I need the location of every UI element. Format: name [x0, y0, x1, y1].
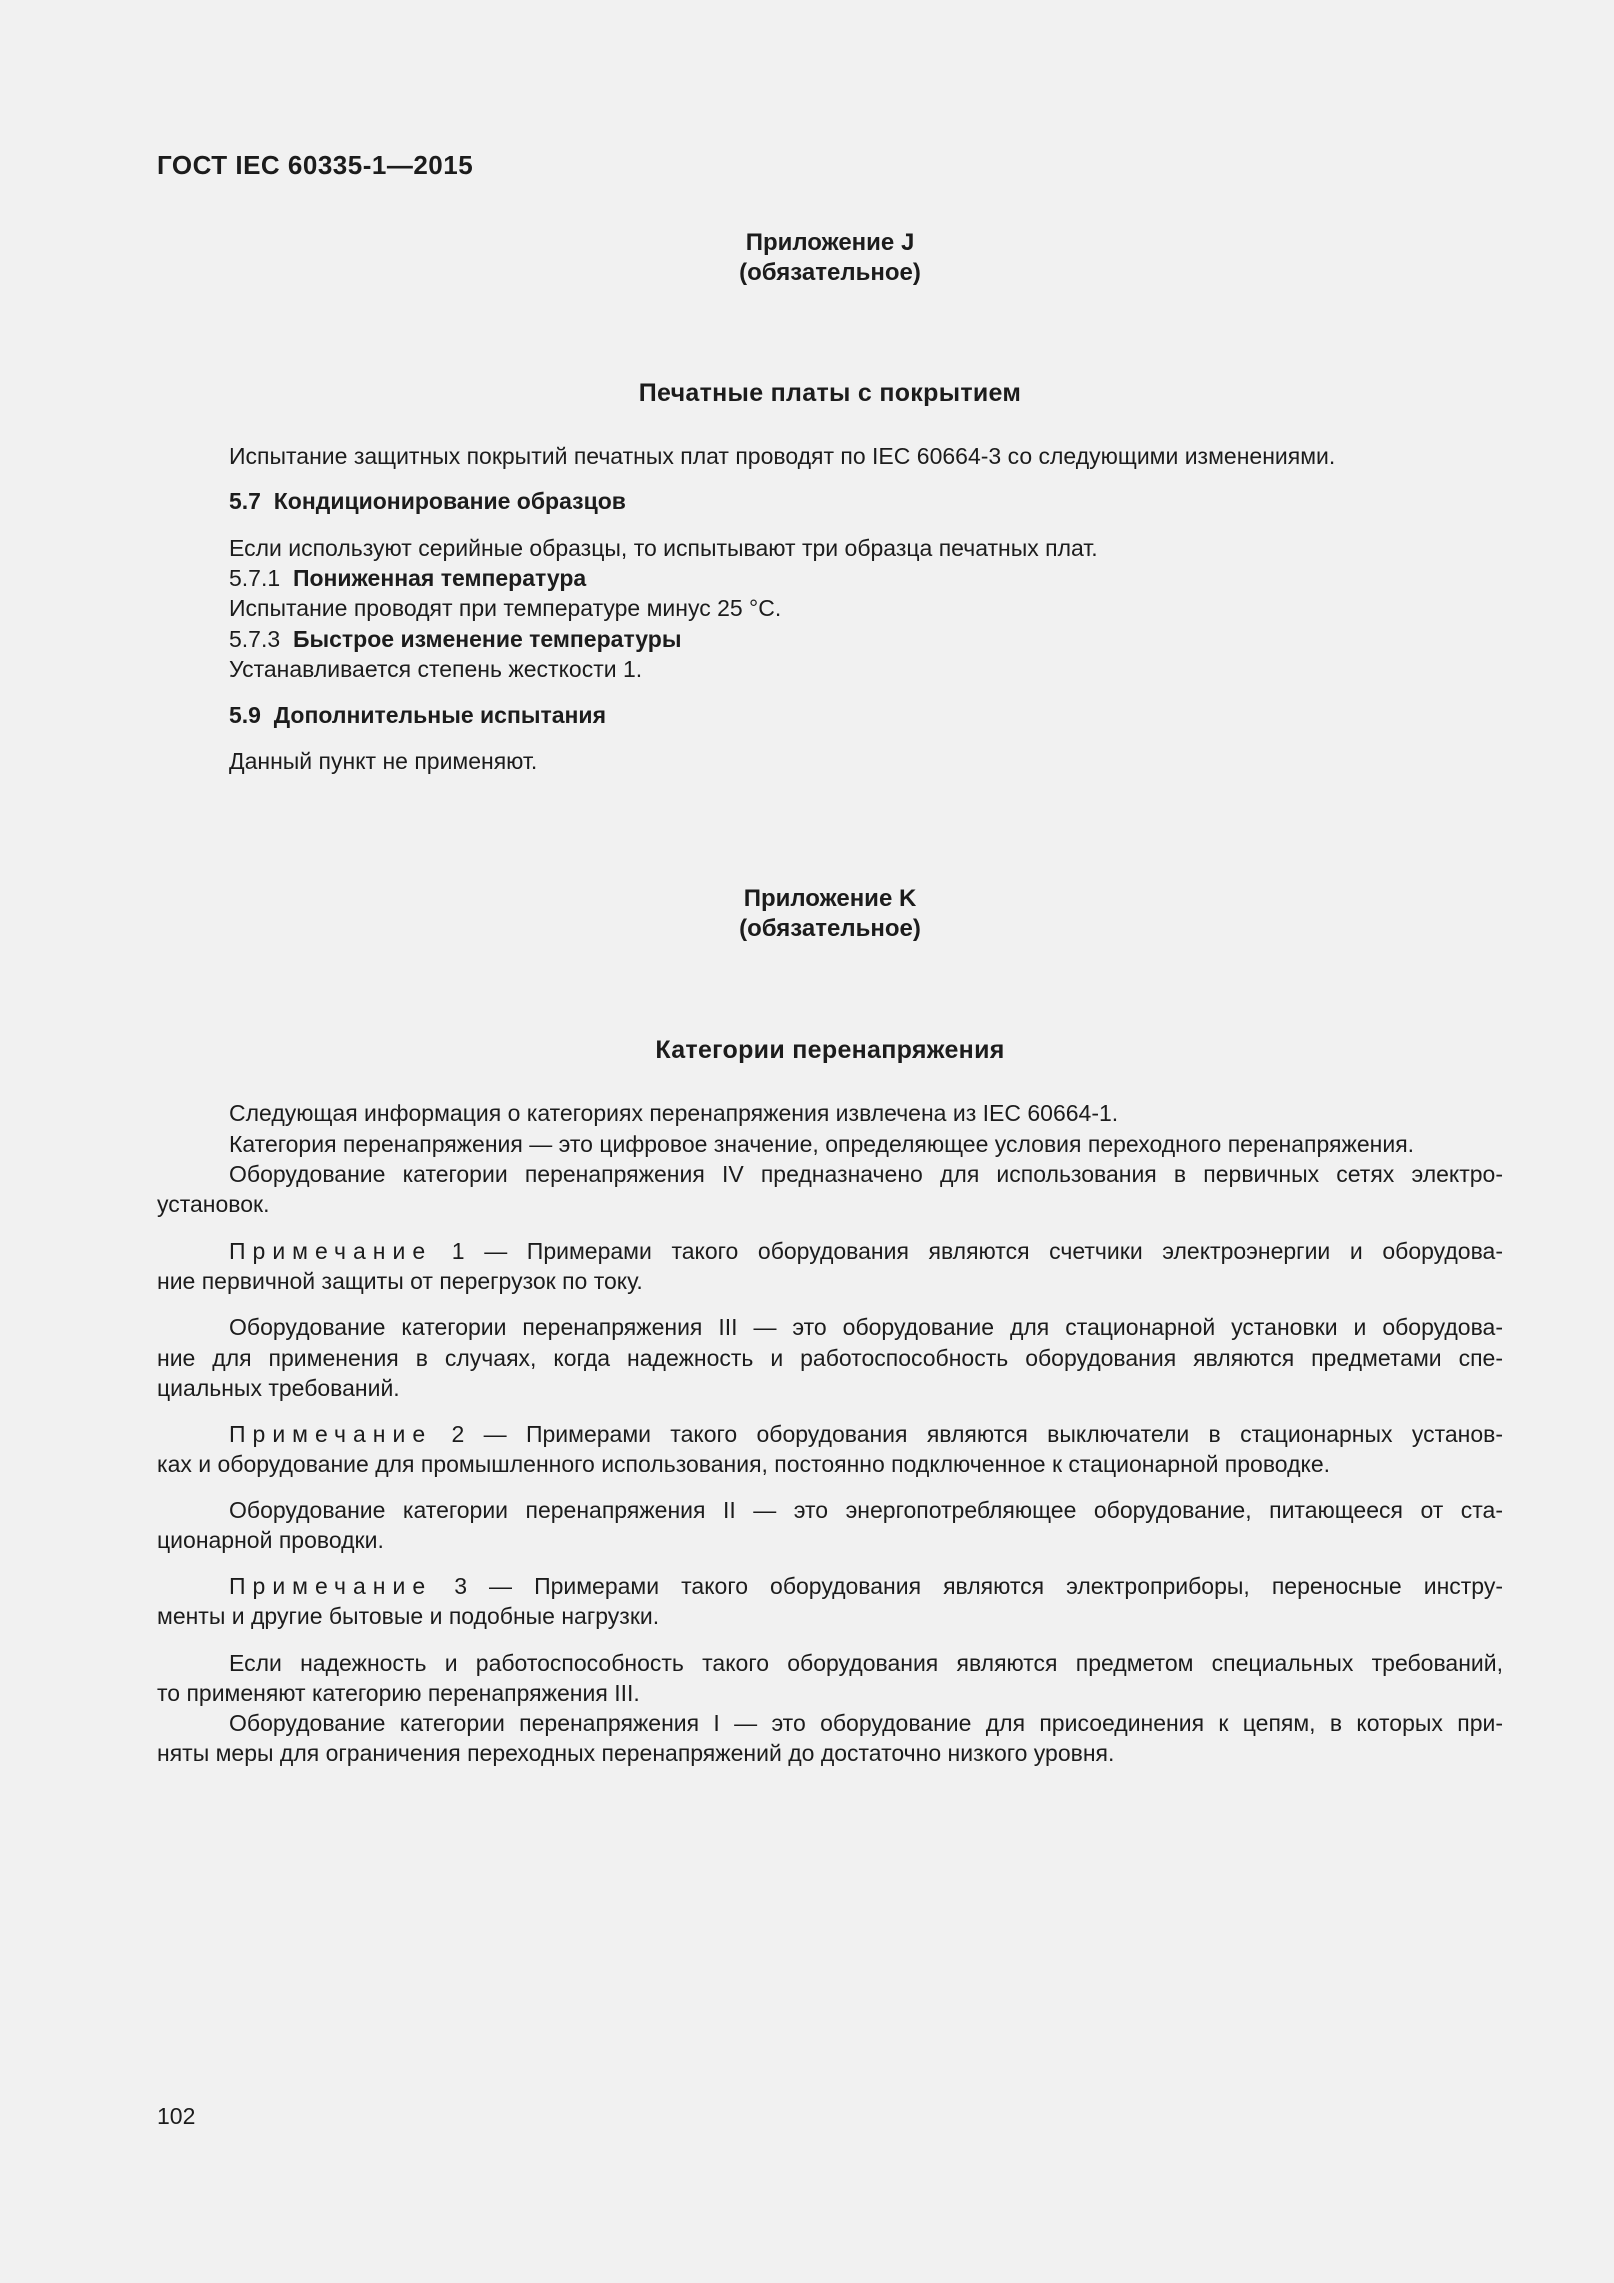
- appendix-k-para-4-line-2: ние для применения в случаях, когда надежность и работоспособность оборудования являются предметами спе-: [157, 1345, 1503, 1371]
- appendix-k-para-5-line-2: ционарной проводки.: [157, 1527, 384, 1553]
- page-number: 102: [157, 2103, 196, 2129]
- note-3-label: Примечание: [229, 1573, 433, 1599]
- appendix-k-para-4-line-3: циальных требований.: [157, 1375, 400, 1401]
- document-page: [157, 0, 1503, 2283]
- appendix-k-title: Приложение K: [743, 885, 917, 912]
- note-1-label: Примечание: [229, 1238, 433, 1264]
- note-3-number: 3: [454, 1573, 467, 1599]
- clause-5-9-title: Дополнительные испытания: [273, 702, 606, 728]
- appendix-k-para-7-line-2: няты меры для ограничения переходных перенапряжений до достаточно низкого уровня.: [157, 1740, 1115, 1766]
- note-2-line-2: ках и оборудование для промышленного использования, постоянно подключенное к стационарной проводке.: [157, 1451, 1331, 1477]
- clause-5-7-3-number: 5.7.3: [229, 626, 281, 652]
- document-code: ГОСТ IEC 60335-1—2015: [157, 150, 474, 180]
- appendix-k-para-4-line-1: Оборудование категории перенапряжения III — это оборудование для стационарной установки и оборудова-: [229, 1314, 1503, 1340]
- appendix-j-status: (обязательное): [739, 259, 921, 286]
- appendix-k-para-6-line-1: Если надежность и работоспособность такого оборудования являются предметом специальных требований,: [229, 1650, 1503, 1676]
- note-2-label: Примечание: [229, 1421, 433, 1447]
- appendix-k-para-5-line-1: Оборудование категории перенапряжения II — это энергопотребляющее оборудование, питающееся от ста-: [229, 1497, 1503, 1523]
- clause-5-7-3-heading: [157, 624, 1503, 654]
- note-3-line-2: менты и другие бытовые и подобные нагрузки.: [157, 1603, 660, 1629]
- appendix-j-title: Приложение J: [745, 229, 915, 256]
- note-1-number: 1: [451, 1238, 465, 1264]
- appendix-k-status: (обязательное): [739, 915, 921, 942]
- note-3-text: — Примерами такого оборудования являются электроприборы, переносные инстру-: [489, 1573, 1503, 1599]
- appendix-k-para-3-line-2: установок.: [157, 1191, 270, 1217]
- clause-5-7-title: Кондиционирование образцов: [273, 488, 626, 514]
- appendix-k-para-1: Следующая информация о категориях перенапряжения извлечена из IEC 60664-1.: [229, 1100, 1119, 1126]
- appendix-k-para-7-line-1: Оборудование категории перенапряжения I — это оборудование для присоединения к цепям, в которых при-: [229, 1710, 1503, 1736]
- clause-5-9-text: Данный пункт не применяют.: [229, 748, 538, 774]
- clause-5-7-3-text: Устанавливается степень жесткости 1.: [229, 656, 643, 682]
- note-2-number: 2: [451, 1421, 465, 1447]
- appendix-j-intro: Испытание защитных покрытий печатных плат проводят по IEC 60664-3 со следующими изменениями.: [229, 443, 1336, 469]
- note-2-text: — Примерами такого оборудования являются выключатели в стационарных установ-: [483, 1421, 1504, 1447]
- appendix-k-para-2: Категория перенапряжения — это цифровое значение, определяющее условия переходного перенапряжения.: [229, 1131, 1415, 1157]
- clause-5-7-1-text: Испытание проводят при температуре минус 25 °С.: [229, 595, 782, 621]
- appendix-k-para-6-line-2: то применяют категорию перенапряжения III.: [157, 1680, 640, 1706]
- appendix-j-section-title: Печатные платы с покрытием: [638, 379, 1022, 407]
- appendix-k-section-title: Категории перенапряжения: [655, 1036, 1005, 1064]
- clause-5-7-number: 5.7: [229, 488, 261, 514]
- clause-5-7-heading: [157, 486, 1503, 516]
- clause-5-9-heading: [157, 700, 1503, 730]
- clause-5-7-3-title: Быстрое изменение температуры: [292, 626, 682, 652]
- clause-5-7-1-heading: [157, 563, 1503, 593]
- clause-5-7-text: Если используют серийные образцы, то испытывают три образца печатных плат.: [229, 535, 1098, 561]
- note-3-line-1: [157, 1571, 1503, 1601]
- note-1-text: — Примерами такого оборудования являются счетчики электроэнергии и оборудова-: [484, 1238, 1504, 1264]
- clause-5-7-1-number: 5.7.1: [229, 565, 281, 591]
- note-1-line-1: [157, 1236, 1503, 1266]
- note-2-line-1: [157, 1419, 1503, 1449]
- clause-5-7-1-title: Пониженная температура: [292, 565, 587, 591]
- note-1-line-2: ние первичной защиты от перегрузок по току.: [157, 1268, 643, 1294]
- appendix-k-para-3-line-1: Оборудование категории перенапряжения IV предназначено для использования в первичных сетях электро-: [229, 1161, 1503, 1187]
- clause-5-9-number: 5.9: [229, 702, 261, 728]
